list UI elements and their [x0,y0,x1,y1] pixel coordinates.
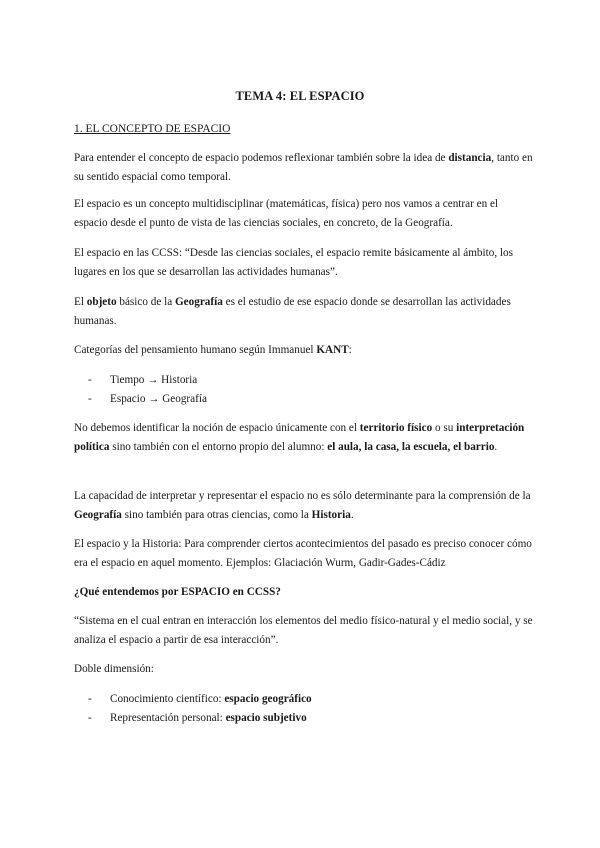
paragraph-capacidad: La capacidad de interpretar y representar el espacio no es sólo determinante para la comprensión de la Geografía sino también para otras ciencias, como la Historia. [74,490,531,521]
list-item: - Tiempo → Historia [88,374,198,386]
list-item: - Conocimiento científico: espacio geográfico [88,693,312,705]
question-heading: ¿Qué entendemos por ESPACIO en CCSS? [74,586,281,598]
paragraph-espacio-historia: El espacio y la Historia: Para comprender ciertos acontecimientos del pasado es preciso conocer cómo era el espacio en aquel momento. Ejemplos: Glaciación Wurm, Gadir-Gades-Cádiz [74,538,532,569]
paragraph-objeto: El objeto básico de la Geografía es el estudio de ese espacio donde se desarrollan las actividades humanas. [74,296,511,327]
list-item: - Representación personal: espacio subjetivo [88,712,307,724]
list-item: - Espacio → Geografía [88,393,207,405]
section-heading: 1. EL CONCEPTO DE ESPACIO [74,123,231,135]
paragraph-ccss-definition: El espacio en las CCSS: “Desde las ciencias sociales, el espacio remite básicamente al ámbito, los lugares en los que se desarrollan las actividades humanas”. [74,247,513,278]
paragraph-multidisciplinar: El espacio es un concepto multidisciplinar (matemáticas, física) pero nos vamos a centrar en el espacio desde el punto de vista de las ciencias sociales, en concreto, de la Geografía. [74,198,499,229]
paragraph-doble-dimension: Doble dimensión: [74,663,154,675]
paragraph-sistema: “Sistema en el cual entran en interacción los elementos del medio físico-natural y el medio social, y se analiza el espacio a partir de esa interacción”. [74,615,533,646]
paragraph-distancia: Para entender el concepto de espacio podemos reflexionar también sobre la idea de distancia, tanto en su sentido espacial como temporal. [74,152,533,183]
paragraph-kant: Categorías del pensamiento humano según Immanuel KANT: [74,344,352,356]
paragraph-territorio: No debemos identificar la noción de espacio únicamente con el territorio físico o su interpretación política sino también con el entorno propio del alumno: el aula, la casa, la escuela, el barrio. [74,422,525,453]
page-title: TEMA 4: EL ESPACIO [235,89,365,103]
